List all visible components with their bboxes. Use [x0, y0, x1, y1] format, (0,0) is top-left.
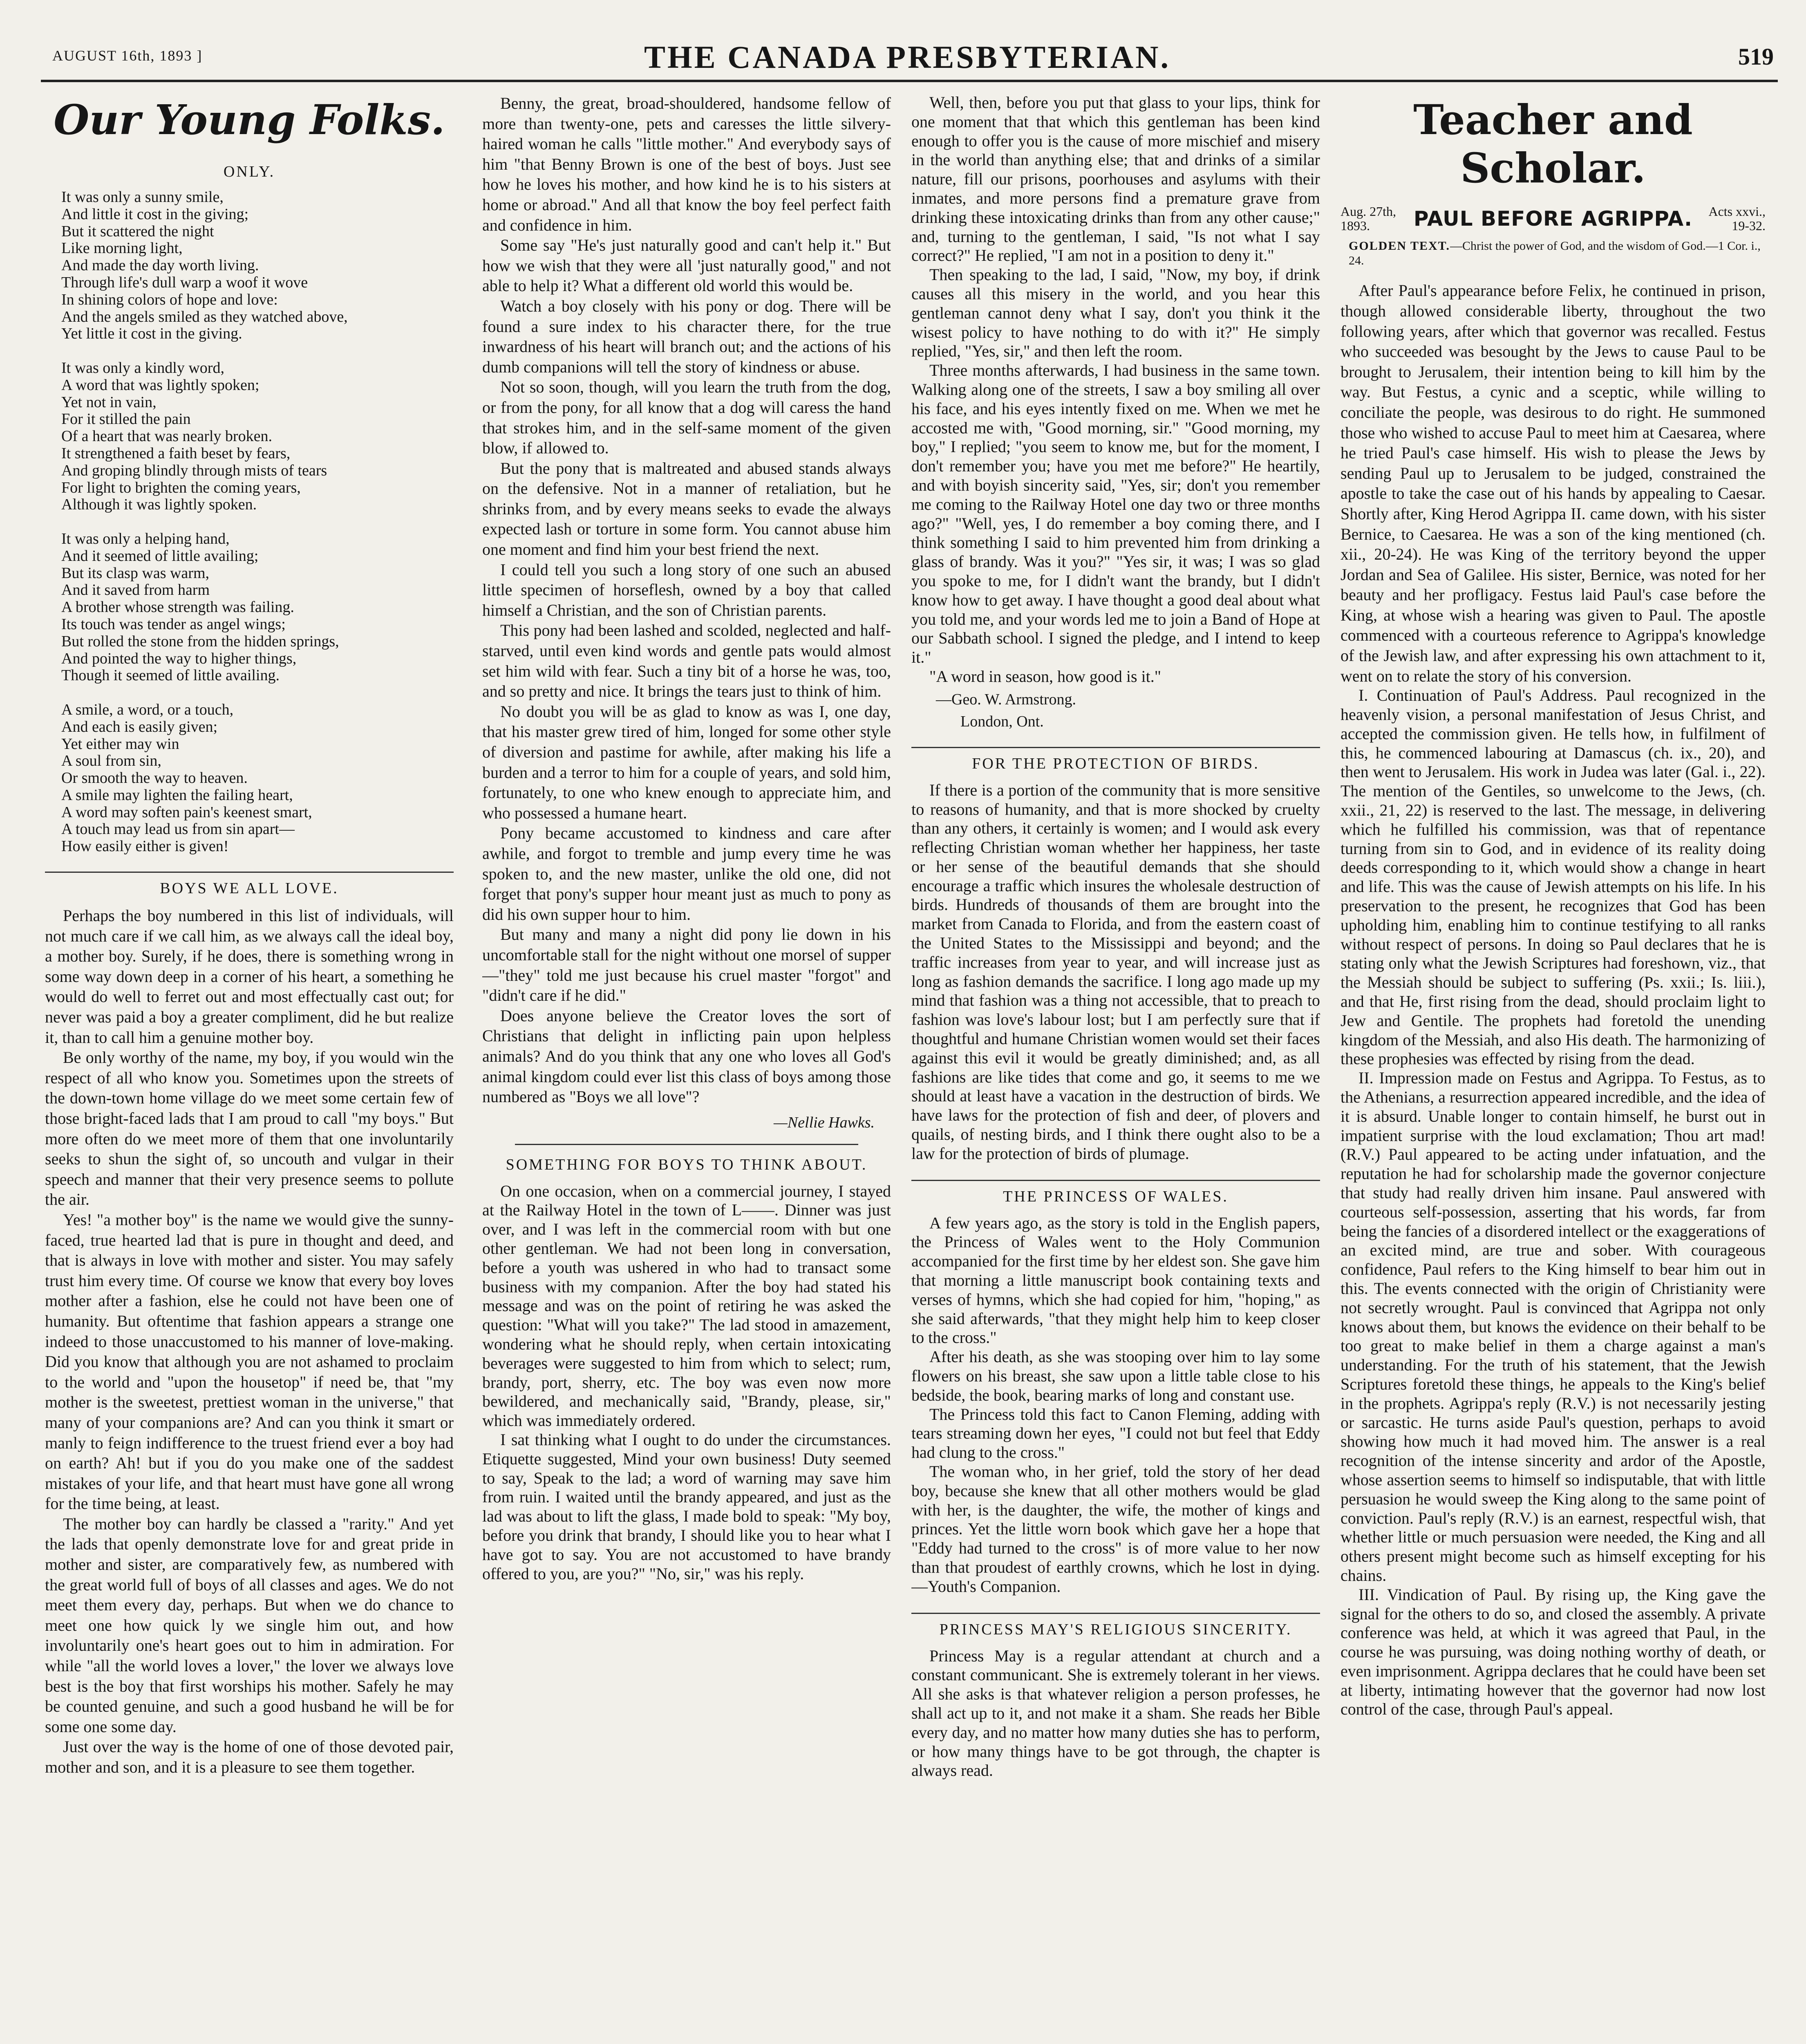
paragraph: Princess May is a regular attendant at church and a constant communicant. She is extremely tolerant in her views. All she asks is that whatever religion a person professes, he shall act up to it, and not make it a sham. She reads her Bible every day, and no matter how many duties she has to perform, or how many things have to be got through, the chapter is always read.	[911, 1646, 1320, 1780]
paragraph: Not so soon, though, will you learn the truth from the dog, or from the pony, for all know that a dog will caress the hand that strokes him, and in the self-same moment of the given blow, if allowed to.	[482, 378, 891, 457]
paragraph: After Paul's appearance before Felix, he continued in prison, though allowed considerable liberty, throughout the two following years, after which that governor was recalled. Festus who succeeded was besought by the Jews to cause Paul to be brought to Jerusalem, their intention being to kill him by the way. But Festus, a cynic and a sceptic, while willing to conciliate the people, was desirous to do right. He summoned those who wished to accuse Paul to meet him at Caesarea, where he tried Paul's case himself. His wish to please the Jews by sending Paul up to Jerusalem to be judged, constrained the apostle to take the case out of his hands by appealing to Caesar. Shortly after, King Herod Agrippa II. came down, with his sister Bernice, to Caesarea. He was a son of the king mentioned (ch. xii., 20-24). He was King of the territory beyond the upper Jordan and Sea of Galilee. His sister, Bernice, was noted for her beauty and her profligacy. Festus laid Paul's case before the King, at whose wish a hearing was given to Paul. The apostle commenced with a courteous reference to Agrippa's knowledge of the Jewish law, and after expressing his own attachment to it, went on to relate the story of his conversion.	[1341, 281, 1766, 685]
golden-text-label: GOLDEN TEXT.	[1349, 239, 1450, 253]
paragraph: Does anyone believe the Creator loves the sort of Christians that delight in inflicting pain upon helpless animals? And do you think that any one who loves all God's animal kingdom could ever list this class of boys among those numbered as "Boys we all love"?	[482, 1006, 891, 1106]
paragraph: Then speaking to the lad, I said, "Now, my boy, if drink causes all this misery in the world, and you hear this gentleman cannot deny what I say, don't you think it the wisest policy to have nothing to do with it?" He simply replied, "Yes, sir," and then left the room.	[911, 265, 1320, 361]
poem-heading: ONLY.	[223, 163, 275, 180]
poem-only: It was only a sunny smile, And little it cost in the giving; But it scattered the night Like morning light, And made the day worth living. Through life's dull warp a woof it wove In shining colors of hope and love: And the angels smiled as they watched above, Yet little it cost in the giving. It was only a kindly word, A word that was lightly spoken; Yet not in vain, For it stilled the pain Of a heart that was nearly broken. It strengthened a faith beset by fears, And groping blindly through mists of tears For light to brighten the coming years, Although it was lightly spoken. It was only a helping hand, And it seemed of little availing; But its clasp was warm, And it saved from harm A brother whose strength was failing. Its touch was tender as angel wings; But rolled the stone from the hidden springs, And pointed the way to higher things, Though it seemed of little availing. A smile, a word, or a touch, And each is easily given; Yet either may win A soul from sin, Or smooth the way to heaven. A smile may lighten the failing heart, A word may soften pain's keenest smart, A touch may lead us from sin apart— How easily either is given!	[61, 188, 348, 855]
column-1	[45, 93, 454, 2044]
issue-date: AUGUST 16th, 1893 ]	[52, 47, 203, 64]
article-heading-something-for-boys: SOMETHING FOR BOYS TO THINK ABOUT.	[506, 1156, 868, 1173]
column-3	[911, 93, 1320, 2044]
golden-text	[1349, 239, 1766, 268]
article-heading-boys-we-all-love: BOYS WE ALL LOVE.	[45, 872, 454, 897]
section-title-our-young-folks: Our Young Folks.	[54, 96, 445, 144]
column-4	[1341, 93, 1766, 2044]
paragraph: I sat thinking what I ought to do under the circumstances. Etiquette suggested, Mind your own business! Duty seemed to say, Speak to the lad; a word of warning may save him from ruin. I waited until the brandy appeared, and just as the lad was about to lift the glass, I made bold to speak: "My boy, before you drink that brandy, I should like you to hear what I have got to say. You are not accustomed to have brandy offered to you, are you?" "No, sir," was his reply.	[482, 1430, 891, 1583]
author-signature: —Nellie Hawks.	[774, 1114, 875, 1131]
lesson-title: PAUL BEFORE AGRIPPA.	[1413, 207, 1693, 231]
golden-text-body: —Christ the power of God, and the wisdom of God.—1 Cor. i., 24.	[1349, 239, 1761, 268]
paragraph: Watch a boy closely with his pony or dog. There will be found a sure index to his character there, for the true inwardness of his heart will branch out; and the actions of his dumb companions will tell the story of kindness or abuse.	[482, 296, 891, 376]
column-2	[482, 93, 891, 2044]
paragraph: I could tell you such a long story of one such an abused little specimen of horseflesh, owned by a boy that called himself a Christian, and the son of Christian parents.	[482, 560, 891, 619]
paragraph: Pony became accustomed to kindness and care after awhile, and forgot to tremble and jump every time he was spoken to, and the new master, unlike the old one, did not forget that pony's supper hour meant just as much to pony as did his own supper hour to him.	[482, 824, 891, 923]
paragraph: Benny, the great, broad-shouldered, handsome fellow of more than twenty-one, pets and caresses the little silvery-haired woman he calls "little mother." And everybody says of him "that Benny Brown is one of the best of boys. Just see how he loves his mother, and how kind he is to his sisters at home or abroad." And all that know the boy feel perfect faith and confidence in him.	[482, 94, 891, 234]
lesson-header	[1341, 204, 1766, 233]
section-title-teacher-and-scholar: Teacher and Scholar.	[1413, 96, 1693, 192]
page-number: 519	[1738, 43, 1774, 70]
paragraph: But the pony that is maltreated and abused stands always on the defensive. Not in a manner of retaliation, but he shrinks from, and by every means seeks to evade the always expected lash or torture in some form. You cannot abuse him one moment and find him your best friend the next.	[482, 459, 891, 559]
paragraph: On one occasion, when on a commercial journey, I stayed at the Railway Hotel in the town of L——. Dinner was just over, and I was left in the commercial room with but one other gentleman. We had not been long in conversation, before a youth was ushered in who had to transact some business with my companion. After the boy had stated his message and was on the point of retiring he was asked the question: "What will you take?" The lad stood in amazement, wondering what he should reply, when certain intoxicating beverages were suggested to him from which to select; rum, brandy, port, sherry, etc. The boy was even now more bewildered, and mechanically said, "Brandy, please, sir," which was immediately ordered.	[482, 1181, 891, 1430]
paragraph: Well, then, before you put that glass to your lips, think for one moment that that which this gentleman has been kind enough to offer you is the cause of more mischief and misery in the world than anything else; that and drinks of a similar nature, fill our prisons, poorhouses and asylums with their inmates, and more persons find a premature grave from drinking these intoxicating drinks than from any other cause;" and, turning to the gentleman, I said, "Is not what I say correct?" He replied, "I am not in a position to deny it."	[911, 93, 1320, 265]
author-location: London, Ont.	[960, 713, 1044, 730]
masthead	[41, 39, 1774, 76]
paragraph: The Princess told this fact to Canon Fleming, adding with tears streaming down her eyes, "I could not but feel that Eddy had clung to the cross."	[911, 1405, 1320, 1462]
paragraph: No doubt you will be as glad to know as was I, one day, that his master grew tired of him, longed for some other style of diversion and pastime for awhile, after making his life a burden and a terror to him for a couple of years, and sold him, fortunately, to one who knew enough to appreciate him, and who possessed a humane heart.	[482, 702, 891, 822]
paragraph: Some say "He's just naturally good and can't help it." But how we wish that they were all 'just naturally good," and not able to help it? What a different old world this would be.	[482, 236, 891, 295]
author-signature: —Geo. W. Armstrong.	[936, 690, 1076, 708]
article-heading-protection-of-birds: FOR THE PROTECTION OF BIRDS.	[911, 747, 1320, 773]
paragraph: But many and many a night did pony lie down in his uncomfortable stall for the night without one morsel of supper—"they" told me just because his cruel master "forgot" and "didn't care if he did."	[482, 925, 891, 1005]
paragraph: After his death, as she was stooping over him to lay some flowers on his breast, she saw upon a little table close to his bedside, the book, bearing marks of long and constant use.	[911, 1347, 1320, 1404]
paragraph: Just over the way is the home of one of those devoted pair, mother and son, and it is a pleasure to see them together.	[45, 1737, 454, 1777]
paragraph: Three months afterwards, I had business in the same town. Walking along one of the streets, I saw a boy smiling all over his face, and his eyes intently fixed on me. When we met he accosted me with, "Good morning, sir." "Good morning, my boy," I replied; "you seem to know me, but for the moment, I don't remember you; have you met me before?" He heartily, and with boyish sincerity said, "Yes, sir; don't you remember me coming to the Railway Hotel one day two or three months ago?" "Well, yes, I do remember a boy coming there, and I think something I said to him prevented him from drinking a glass of brandy. Was it you?" "Yes sir, it was; I was so glad you spoke to me, for I didn't want the brandy, but I didn't know how to get away. I have thought a good deal about what you told me, and your words led me to join a Band of Hope at our Sabbath school. I signed the pledge, and I intend to keep it."	[911, 361, 1320, 667]
paragraph: The mother boy can hardly be classed a "rarity." And yet the lads that openly demonstrate love for and great pride in mother and sister, are comparatively few, as numbered with the great world full of boys of all classes and ages. We do not meet them every day, perhaps. But when we do chance to meet one how quick ly we single him out, and how involuntarily one's heart goes out to him in admiration. For while "all the world loves a lover," the lover we always love best is the boy that first worships his mother. Safely he may be counted genuine, and such a good husband he will be for some one some day.	[45, 1514, 454, 1736]
paragraph: III. Vindication of Paul. By rising up, the King gave the signal for the others to do so, and closed the assembly. A private conference was held, at which it was agreed that Paul, in the course he was pursuing, was doing nothing worthy of death, or even imprisonment. Agrippa declares that he could have been set at liberty, intimating however that the governor had now lost control of the case, through Paul's appeal.	[1341, 1585, 1766, 1719]
paragraph: II. Impression made on Festus and Agrippa. To Festus, as to the Athenians, a resurrection appeared incredible, and the idea of it is absurd. Unable longer to contain himself, he burst out in impatient surprise with the loud exclamation; Thou art mad! (R.V.) Paul appeared to be acting under infatuation, and the reputation he had for scholarship made the governor conjecture that study had really driven him insane. Paul answered with courteous self-possession, asserting that his words, far from being the fancies of a disordered intellect or the exaggerations of an excited mind, are true and sober. With courageous confidence, Paul refers to the King himself to bear him out in this. The events connected with the origin of Christianity were not secretly wrought. Paul is convinced that Agrippa not only knows about them, but knows the evidence on their behalf to be too great to make belief in them a charge against a man's understanding. For the truth of his statement, that the Jewish Scriptures foretold these things, he appeals to the King's belief in the prophets. Agrippa's reply (R.V.) is not necessarily jesting or sarcastic. He turns aside Paul's question, perhaps to avoid showing how much it had moved him. The answer is a real recognition of the intense sincerity and ardor of the Apostle, whose assertion seems to himself so indisputable, that with little persuasion he would sweep the King along to the same point of conviction. Paul's reply (R.V.) is an earnest, respectful wish, that whether little or much persuasion were needed, the King and all others present might become such as himself excepting for his chains.	[1341, 1069, 1766, 1585]
article-heading-princess-may: PRINCESS MAY'S RELIGIOUS SINCERITY.	[911, 1613, 1320, 1638]
paragraph: I. Continuation of Paul's Address. Paul recognized in the heavenly vision, a personal manifestation of Jesus Christ, and accepted the commission given. He tells how, in fulfilment of this, he commenced labouring at Damascus (ch. ix., 20), and then went to Jerusalem. His work in Judea was later (Gal. i., 22). The mention of the Gentiles, so unwelcome to the Jews, (ch. xxii., 21, 22) is reserved to the last. The message, in delivering which he fulfilled his commission, was that of repentance turning from sin to God, and in evidence of its reality doing deeds corresponding to it, which would show a change in heart and life. This was the cause of Jewish attempts on his life. In his preservation to the present, he recognizes that God has been upholding him, enabling him to continue testifying to all ranks without respect of persons. In doing so Paul declares that he is stating only what the Jewish Scriptures had foreshown, viz., that the Messiah should be subject to suffering (Ps. xxii.; Is. liii.), and that He, first rising from the dead, should proclaim light to Jew and Gentile. The prophets had foretold the unending kingdom of the Messiah, and also His death. The harmonizing of these prophesies was effected by rising from the dead.	[1341, 686, 1766, 1068]
paragraph: Yes! "a mother boy" is the name we would give the sunny-faced, true hearted lad that is pure in thought and deed, and that is always in love with mother and sister. You may safely trust him every time. Of course we know that every boy loves mother after a fashion, else he could not have been one of humanity. But oftentime that fashion appears a strange one indeed to those unaccustomed to his manner of love-making. Did you know that although you are not ashamed to proclaim to the world and "upon the housetop" if need be, that "my mother is the sweetest, prettiest woman in the universe," that many of your companions are? And can you think it smart or manly to feign indifference to the truest friend ever a boy had on earth? Ah! but if you do you make one of the saddest mistakes of your life, and that heart must have gone all wrong for the time being, at least.	[45, 1210, 454, 1513]
newspaper-title: THE CANADA PRESBYTERIAN.	[644, 39, 1171, 75]
paragraph: If there is a portion of the community that is more sensitive to reasons of humanity, and that is more shocked by cruelty than any others, it certainly is women; and I would ask every reflecting Christian woman whether her happiness, her taste or her sense of the beautiful demands that she should encourage a traffic which insures the wholesale destruction of birds. Hundreds of thousands of them are brought into the market from Canada to Florida, and from the eastern coast of the United States to the Mississippi and beyond; and the traffic increases from year to year, and will increase just as long as fashion demands the sacrifice. I long ago made up my mind that fashion was a thing not accessible, that to preach to fashion was love's labour lost; but I am perfectly sure that if thoughtful and humane Christian women would set their faces against this evil it would be greatly diminished; and, as all fashions are like tides that come and go, it seems to me we should at least have a vacation in the destruction of birds. We have laws for the protection of fish and deer, of plovers and quails, of nesting birds, and I think there ought also to be a law for the protection of birds of plumage.	[911, 780, 1320, 1163]
paragraph: This pony had been lashed and scolded, neglected and half-starved, until even kind words and gentle pats would almost set him wild with fear. Such a tiny bit of a horse he was, too, and so pretty and nice. It brings the tears just to think of him.	[482, 621, 891, 701]
lesson-reference: Acts xxvi., 19-32.	[1708, 204, 1766, 233]
divider	[515, 1144, 858, 1145]
paragraph: Perhaps the boy numbered in this list of individuals, will not much care if we call him, as we always call the ideal boy, a mother boy. Surely, if he does, there is something wrong in some way down deep in a corner of his heart, a something he would do well to ferret out and most effectually cast out; for never was paid a boy a greater compliment, did he but realize it, than to call him a genuine mother boy.	[45, 906, 454, 1047]
masthead-rule	[41, 80, 1778, 82]
article-heading-princess-of-wales: THE PRINCESS OF WALES.	[911, 1180, 1320, 1206]
lesson-date: Aug. 27th, 1893.	[1341, 204, 1396, 233]
paragraph: The woman who, in her grief, told the story of her dead boy, because she knew that all other mothers would be glad with her, is the daughter, the wife, the mother of kings and princes. Yet the little worn book which gave her a hope that "Eddy had turned to the cross" is of more value to her now than that proudest of earthly crowns, which he lost in dying.—Youth's Companion.	[911, 1462, 1320, 1596]
paragraph: "A word in season, how good is it."	[929, 667, 1161, 686]
paragraph: Be only worthy of the name, my boy, if you would win the respect of all who know you. Sometimes upon the streets of the down-town home village do we meet some certain few of those bright-faced lads that I am proud to call "my boys." But more often do we meet more of them that one involuntarily seeks to shun the sight of, so uncouth and vulgar in their speech and manner that their very presence seems to pollute the air.	[45, 1048, 454, 1209]
paragraph: A few years ago, as the story is told in the English papers, the Princess of Wales went to the Holy Communion accompanied for the first time by her eldest son. She gave him that morning a little manuscript book containing texts and verses of hymns, which she had copied for him, "hoping," as she said afterwards, "that they might help him to keep closer to the cross."	[911, 1213, 1320, 1347]
